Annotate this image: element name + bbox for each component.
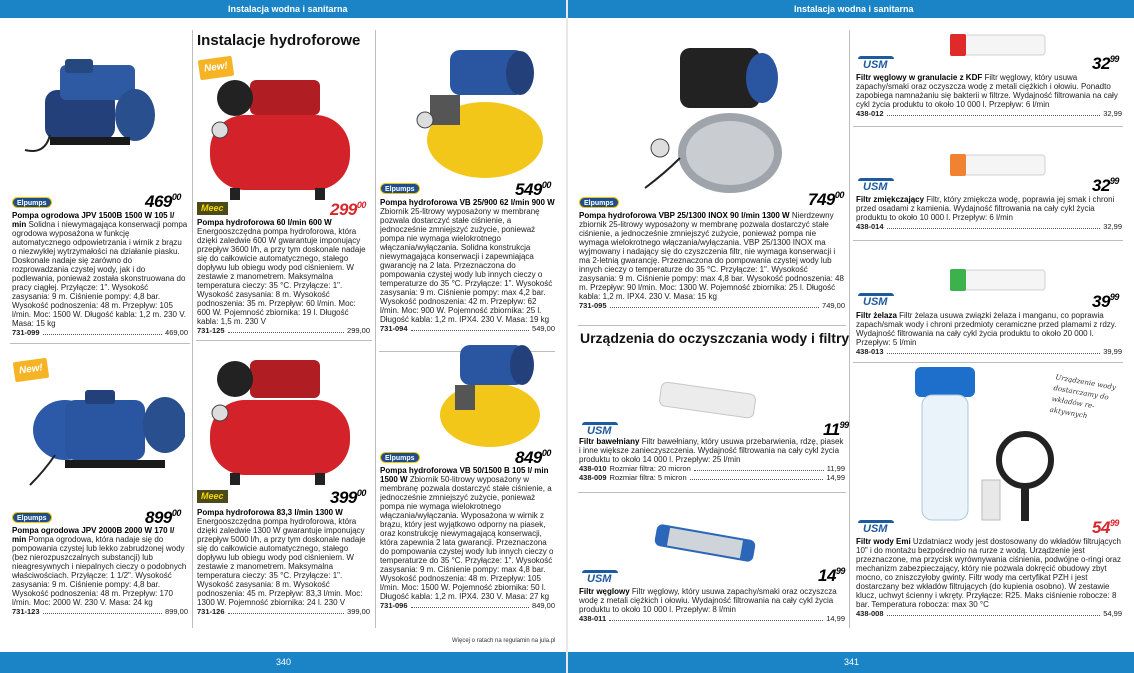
pump-jpv1500-image: [15, 55, 165, 160]
new-badge: New!: [13, 358, 49, 383]
row-divider: [578, 492, 846, 493]
brand-logo-elpumps: Elpumps: [380, 452, 420, 463]
product-desc: Pompa hydroforowa VB 25/900 62 l/min 900 W Zbiornik 25-litrowy wyposażony w membranę pozwala dostarczyć stałe ciśnienie, a jednocześnie zmniejszyć zużycie, ponieważ pompa nie wymaga wielokrotnego włączania/wyłączania. Solidna konstrukcja niewymagająca konserwacji i zapewniająca gwarancję na 2 lata. Przeznaczona do pompowania czystej wody lub innych cieczy o temperaturze do 35 °C. Przyłącze: 1". Wysokość zasysania: 9 m. Ciśnienie pompy: max 4,2 bar. Wysokość podnoszenia: 42 m. Przepływ: 62 l/min. Moc: 900 W. Pojemność zbiornika: 25 l. Długość kabla: 1,2 m. IPX4. 230 V. Masa: 19 kg: [380, 198, 555, 324]
product-card-f4[interactable]: [856, 195, 1122, 239]
product-card-f2[interactable]: [579, 587, 845, 631]
product-code-row: 438-014 32,99: [856, 222, 1122, 231]
brand-logo-meec: Meec: [197, 490, 228, 503]
product-desc: Filtr wody Emi Uzdatniacz wody jest dostosowany do wkładów filtrujących 10" i do montażu bezpośrednio na rurze z wodą. Urządzenie jest przeznaczone, ma przycisk wyrównywania ciśnienia, podwójne o-ringi oraz mechanizm zabezpieczający, który nie pozwala dokręcić obudowy zbyt mocno, co zniszczyłoby gwinty. Filtr wody ma certyfikat PZH i jest dostarczany bez wkładów filtrujących (do kupienia osobno). W zestawie klucz, uchwyt ścienny i wkręty. Przyłącze: R25. Maks ciśnienie robocze: 8 bar. Temperatura robocza: max 30 °C: [856, 537, 1122, 609]
product-desc: Pompa hydroforowa 60 l/min 600 W Energooszczędna pompa hydroforowa, która dzięki zaledwie 600 W gwarantuje imponujący przepływ 3600 l/h, a przy tym doskonale nadaje się do całkowicie automatycznego, stałego dopływu lub obiegu wody pod ciśnieniem. W zestawie z manometrem. Maksymalna temperatura cieczy: 35 °C. Przyłącze: 1". Wysokość zasysania: 8 m. Wysokość podnoszenia: 35 m. Przepływ: 60 l/min. Moc: 600 W. Pojemność zbiornika: 19 l. Długość kabla: 1,5 m. 230 V: [197, 218, 366, 326]
filter-softener-image: [945, 150, 1050, 180]
section-title-hydrofor: Instalacje hydroforowe: [197, 32, 361, 49]
product-card-f5[interactable]: [856, 311, 1122, 361]
product-code-row: 438-012 32,99: [856, 109, 1122, 118]
product-card-p4[interactable]: [197, 508, 370, 630]
product-code-row: 731-123 899,00: [12, 607, 188, 616]
filter-emi-image: [910, 365, 1060, 525]
pump-vb50-image: [430, 340, 550, 455]
product-desc: Filtr węglowy Filtr węglowy, który usuwa zapachy/smaki oraz oczyszcza wodę z metali ciężkich i ołowiu. Wydajność filtrowania na cały cykl życia produktu to około 10 000 l. Przepływ: 8 l/min: [579, 587, 837, 614]
page-number-left: 340: [0, 652, 566, 673]
price-p4: $399^{00}$: [330, 488, 366, 507]
brand-logo-elpumps: Elpumps: [12, 512, 52, 523]
product-code-row: 438-008 54,99: [856, 609, 1122, 618]
product-desc: Filtr bawełniany Filtr bawełniany, który usuwa przebarwienia, rdzę, piasek i inne większe zanieczyszczenia. Wydajność filtrowania na cały cykl życia produktu to około 14 000 l. Przepływ: 25 l/min: [579, 437, 844, 464]
price-f5: $39^{99}$: [1092, 292, 1119, 311]
pump-hydrofor-83-image: [200, 345, 360, 490]
product-code-row: 731-126 399,00: [197, 607, 370, 616]
product-desc: Pompa hydroforowa VBP 25/1300 INOX 90 l/min 1300 W Nierdzewny zbiornik 25-litrowy wyposażony w membranę pozwala dostarczyć stałe ciśnienie, a jednocześnie zmniejszyć zużycie, ponieważ pompa nie wymaga wielokrotnego włączania/wyłączania. VBP 25/1300 INOX ma wyjmowany i nadający się do czyszczenia filtr, nie wymaga konserwacji i ma 2-letnią gwarancję. Przeznaczona do pompowania czystej wody lub innych cieczy o temperaturze do 35 °C. Przyłącze: 1". Wysokość zasysania: 9 m. Ciśnienie pompy: max 4,8 bar. Wysokość podnoszenia: 48 m. Przepływ: 90 l/min. Moc: 1300 W. Pojemność zbiornika: 25 l. Długość kabla: 1,2 m. IPX4. 230 V. Masa: 15 kg: [579, 211, 844, 301]
handwritten-note: Urządzenie wody dostarczamy do wkładów re-aktywnych: [1049, 373, 1117, 421]
product-code-row: 731-099 469,00: [12, 328, 188, 337]
pump-hydrofor-60-image: [200, 70, 360, 205]
price-f1: $11^{99}$: [823, 420, 849, 439]
product-card-p6[interactable]: [380, 466, 555, 630]
product-card-p1[interactable]: [12, 211, 188, 343]
product-desc: Pompa hydroforowa VB 50/1500 B 105 l/ min 1500 W Zbiornik 50-litrowy wyposażony w membranę pozwala dostarczyć stałe ciśnienie, a jednocześnie zmniejszyć zużycie, ponieważ pompa nie wymaga wielokrotnego włączania/wyłączania. Wyposażona w wirnik z brązu, który jest wyjątkowo odporny na piasek, oraz konstrukcję niewymagającą konserwacji, która zapewnia 2 lata gwarancji. Przeznaczona do pompowania czystej wody lub innych cieczy o temperaturze do 35 °C. Przyłącze: 1". Wysokość zasysania: 9 m. Ciśnienie pompy: max 4,8 bar. Wysokość podnoszenia: 48 m. Przepływ: 105 l/min. Moc: 1500 W. Pojemność zbiornika: 50 l. Długość kabla: 1,2 m. IPX4. 230 V. Masa: 27 kg: [380, 466, 554, 601]
product-desc: Filtr węglowy w granulacie z KDF Filtr węglowy, który usuwa zapachy/smaki oraz oczyszcza wodę z metali ciężkich i ołowiu. Ponadto zapobiega namnażaniu się bakterii w filtrze. Wydajność filtrowania na cały cykl życia produktu to około 10 000 l. Przepływ: 6 l/min: [856, 73, 1118, 109]
product-code-row: 438-011 14,99: [579, 614, 845, 623]
product-desc: Filtr zmiękczający Filtr, który zmiękcza wodę, poprawia jej smak i chroni przed osadami z kamienia. Wydajność filtrowania na cały cykl życia produktu to około 10 000 l. Przepływ: 6 l/min: [856, 195, 1115, 222]
product-desc: Pompa ogrodowa JPV 1500B 1500 W 105 l/ min Solidna i niewymagająca konserwacji pompa ogrodowa wyposażona w funkcję automatycznego odpowietrzania i wirnik z brązu o niezwykłej wytrzymałości na działanie piasku. Doskonale nadaje się zarówno do rozprowadzania czystej wody, jak i do podlewania, ponieważ została skonstruowana do pracy ciągłej. Przyłącze: 1". Wysokość zasysania: 9 m. Ciśnienie pompy: 4,8 bar. Wysokość podnoszenia: 48 m. Przepływ: 105 l/min. Moc: 1500 W. Długość kabla: 1,2 m. 230 V. Masa: 15 kg: [12, 211, 188, 328]
brand-logo-usm: USM: [582, 572, 616, 586]
product-card-f1[interactable]: [579, 437, 845, 491]
price-f6: $54^{99}$: [1092, 518, 1119, 537]
footnote: Więcej o ratach na regulamin na jula.pl: [452, 638, 556, 644]
product-card-p2[interactable]: [12, 526, 188, 630]
brand-logo-meec: Meec: [197, 202, 228, 215]
pump-vb25-image: [405, 35, 545, 180]
brand-logo-elpumps: Elpumps: [380, 183, 420, 194]
brand-logo-elpumps: Elpumps: [579, 197, 619, 208]
product-code-row: 438-010 Rozmiar filtra: 20 micron 11,99: [579, 464, 845, 473]
brand-logo-usm: USM: [858, 180, 892, 194]
product-card-f3[interactable]: [856, 73, 1122, 125]
filter-iron-image: [945, 265, 1050, 295]
product-desc: Pompa hydroforowa 83,3 l/min 1300 W Energooszczędna pompa hydroforowa, która dzięki zaledwie 1300 W gwarantuje imponujący przepływ 5000 l/h, a przy tym doskonale nadaje się do całkowicie automatycznego, stałego dopływu lub obiegu wody pod ciśnieniem. W zestawie z manometrem. Maksymalna temperatura cieczy: 35 °C. Przyłącze: 1". Wysokość zasysania: 8 m. Wysokość podnoszenia: 45 m. Przepływ: 83,3 l/min. Moc: 1300 W. Pojemność zbiornika: 24 l. 230 V: [197, 508, 366, 607]
brand-logo-usm: USM: [858, 58, 892, 72]
brand-logo-elpumps: Elpumps: [12, 197, 52, 208]
product-code-row: 731-125 299,00: [197, 326, 370, 335]
column-divider: [849, 30, 850, 628]
product-desc: Pompa ogrodowa JPV 2000B 2000 W 170 l/ min Pompa ogrodowa, która nadaje się do pompowania czystej lub lekko zabrudzonej wody (bez nierozpuszczalnych substancji) lub nieagresywnych i niepalnych cieczy o podobnych właściwościach. Przyłącze: 1 1/2". Wysokość zasysania: 9 m. Ciśnienie pompy: 4,8 bar. Wysokość podnoszenia: 48 m. Przepływ: 170 l/min. Moc: 2000 W. 230 V. Masa: 24 kg: [12, 526, 187, 607]
new-badge: New!: [198, 56, 234, 81]
filter-cotton-image: [655, 378, 760, 423]
price-p1: $469^{00}$: [145, 192, 181, 211]
product-card-p5[interactable]: [380, 198, 555, 350]
product-card-f6[interactable]: [856, 537, 1122, 631]
product-card-p7[interactable]: [579, 211, 845, 323]
price-f2: $14^{99}$: [818, 566, 845, 585]
pump-jpv2000-image: [25, 375, 185, 495]
page-header-right: Instalacja wodna i sanitarna: [568, 0, 1134, 18]
section-title-filters: Urządzenia do oczyszczania wody i filtry: [580, 330, 850, 346]
price-p5: $549^{00}$: [515, 180, 551, 199]
column-divider: [375, 30, 376, 628]
page-number-right: 341: [568, 652, 1134, 673]
row-divider: [853, 126, 1123, 127]
brand-logo-usm: USM: [858, 295, 892, 309]
product-code-row: 731-094 549,00: [380, 324, 555, 333]
column-divider: [192, 30, 193, 628]
product-code-row: 438-013 39,99: [856, 347, 1122, 356]
row-divider: [196, 340, 372, 341]
page-spine: [566, 0, 568, 673]
product-code-row: 731-095 749,00: [579, 301, 845, 310]
price-p3: $299^{00}$: [330, 200, 366, 219]
price-f4: $32^{99}$: [1092, 176, 1119, 195]
row-divider: [853, 240, 1123, 241]
product-code-row: 438-009 Rozmiar filtra: 5 micron 14,99: [579, 473, 845, 482]
row-divider: [578, 325, 846, 326]
page-header-left: Instalacja wodna i sanitarna: [0, 0, 566, 18]
price-f3: $32^{99}$: [1092, 54, 1119, 73]
product-code-row: 731-096 849,00: [380, 601, 555, 610]
price-p7: $749^{00}$: [808, 190, 844, 209]
price-p2: $899^{00}$: [145, 508, 181, 527]
brand-logo-usm: USM: [582, 424, 616, 438]
filter-carbon-image: [650, 520, 760, 570]
product-desc: Filtr żelaza Filtr żelaza usuwa związki żelaza i manganu, co poprawia zapach/smak wody i chroni przedmioty ceramiczne przed plamami z rdzy. Wydajność filtrowania na cały cykl życia produktu to około 20 000 l. Przepływ: 5 l/min: [856, 311, 1117, 347]
product-card-p3[interactable]: [197, 218, 370, 340]
brand-logo-usm: USM: [858, 522, 892, 536]
filter-kdf-image: [945, 30, 1050, 60]
price-p6: $849^{00}$: [515, 448, 551, 467]
row-divider: [10, 343, 190, 344]
pump-vbp-inox-image: [640, 38, 785, 198]
row-divider: [853, 362, 1123, 363]
